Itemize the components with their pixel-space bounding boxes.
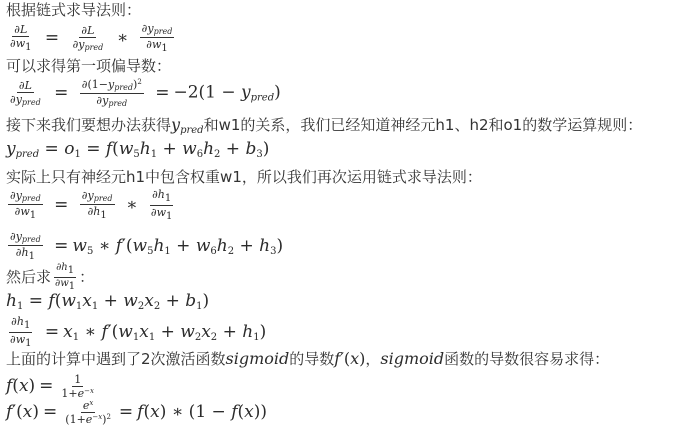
equation-h1: h1 = f(w1x1 + w2x2 + b1)	[6, 291, 210, 312]
equation-h1-derivative: $\frac{\partial h1}{\partial w1}$ = x1 ∗ f′(w1x1 + w2x2 + h1)	[10, 315, 267, 349]
equation-output: $y_{pred} = o1 = f(w5h1 + w6h2 + b3)$	[6, 139, 270, 160]
fraction: $\frac{\partial y_{pred}}{\partial w1}$	[141, 22, 173, 54]
fraction: $\frac{\partial h1}{\partial w1}$	[55, 262, 76, 292]
equation-sigmoid-derivative: f′(x) = $\frac{e^x}{(1+e^{-x})^2}$ = f(x) ∗ (1 − f(x))	[6, 399, 267, 427]
fraction: $\frac{\partial L}{\partial y_{pred}}$	[10, 78, 41, 107]
fraction: $\frac{e^x}{(1+e^{-x})^2}$	[65, 399, 111, 427]
fraction: $\frac{1}{1+e^{-x}}$	[61, 373, 94, 401]
next-step-text: 接下来我们要想办法获得$y_{pred}$和w1的关系，我们已经知道神经元h1、h2和o1的数学运算规则：	[6, 115, 643, 136]
equation-chain-rule-2: $\frac{\partial y_{pred}}{\partial w1}$ = $\frac{\partial y_{pred}}{\partial h1}$ ∗ $\frac{\partial h1}{\partial w1}$	[10, 188, 173, 222]
equation-ypred-h1: $\frac{\partial y_{pred}}{\partial h1}$ = w5 ∗ f′(w5h1 + w6h2 + h3)	[10, 230, 284, 262]
fraction: $\frac{\partial y_{pred}}{\partial h1}$	[81, 189, 113, 221]
fraction: $\frac{\partial L}{\partial w1}$	[10, 22, 32, 53]
equation-sigmoid: f(x) = $\frac{1}{1+e^{-x}}$	[6, 373, 94, 401]
then-text: 然后求 $\frac{\partial h1}{\partial w1}$ ：	[6, 262, 95, 292]
fraction: $\frac{\partial h1}{\partial w1}$	[10, 315, 32, 349]
equation-chain-rule: $\frac{\partial L}{\partial w1}$ = $\frac{\partial L}{\partial y_{pred}}$ ∗ $\frac{\partial y_{pred}}{\partial w1}$	[10, 22, 173, 54]
fraction: $\frac{\partial(1-y_{pred})^2}{\partial y_{pred}}$	[81, 78, 142, 108]
equation-first-term: $\frac{\partial L}{\partial y_{pred}}$ = $\frac{\partial(1-y_{pred})^2}{\partial y_{pred}}$ = $-2(1 - y_{pred})$	[10, 78, 281, 108]
actual-text: 实际上只有神经元h1中包含权重w1，所以我们再次运用链式求导法则：	[6, 168, 482, 186]
fraction: $\frac{\partial L}{\partial y_{pred}}$	[72, 23, 104, 53]
sigmoid-text: 上面的计算中遇到了2次激活函数sigmoid的导数f′(x)，sigmoid函数的导数很容易求得：	[6, 349, 610, 368]
first-term-text: 可以求得第一项偏导数：	[6, 57, 172, 75]
intro-chain-rule: 根据链式求导法则：	[6, 1, 142, 19]
fraction: $\frac{\partial y_{pred}}{\partial w1}$	[10, 189, 41, 221]
fraction: $\frac{\partial h1}{\partial w1}$	[150, 188, 173, 222]
fraction: $\frac{\partial y_{pred}}{\partial h1}$	[10, 230, 41, 262]
